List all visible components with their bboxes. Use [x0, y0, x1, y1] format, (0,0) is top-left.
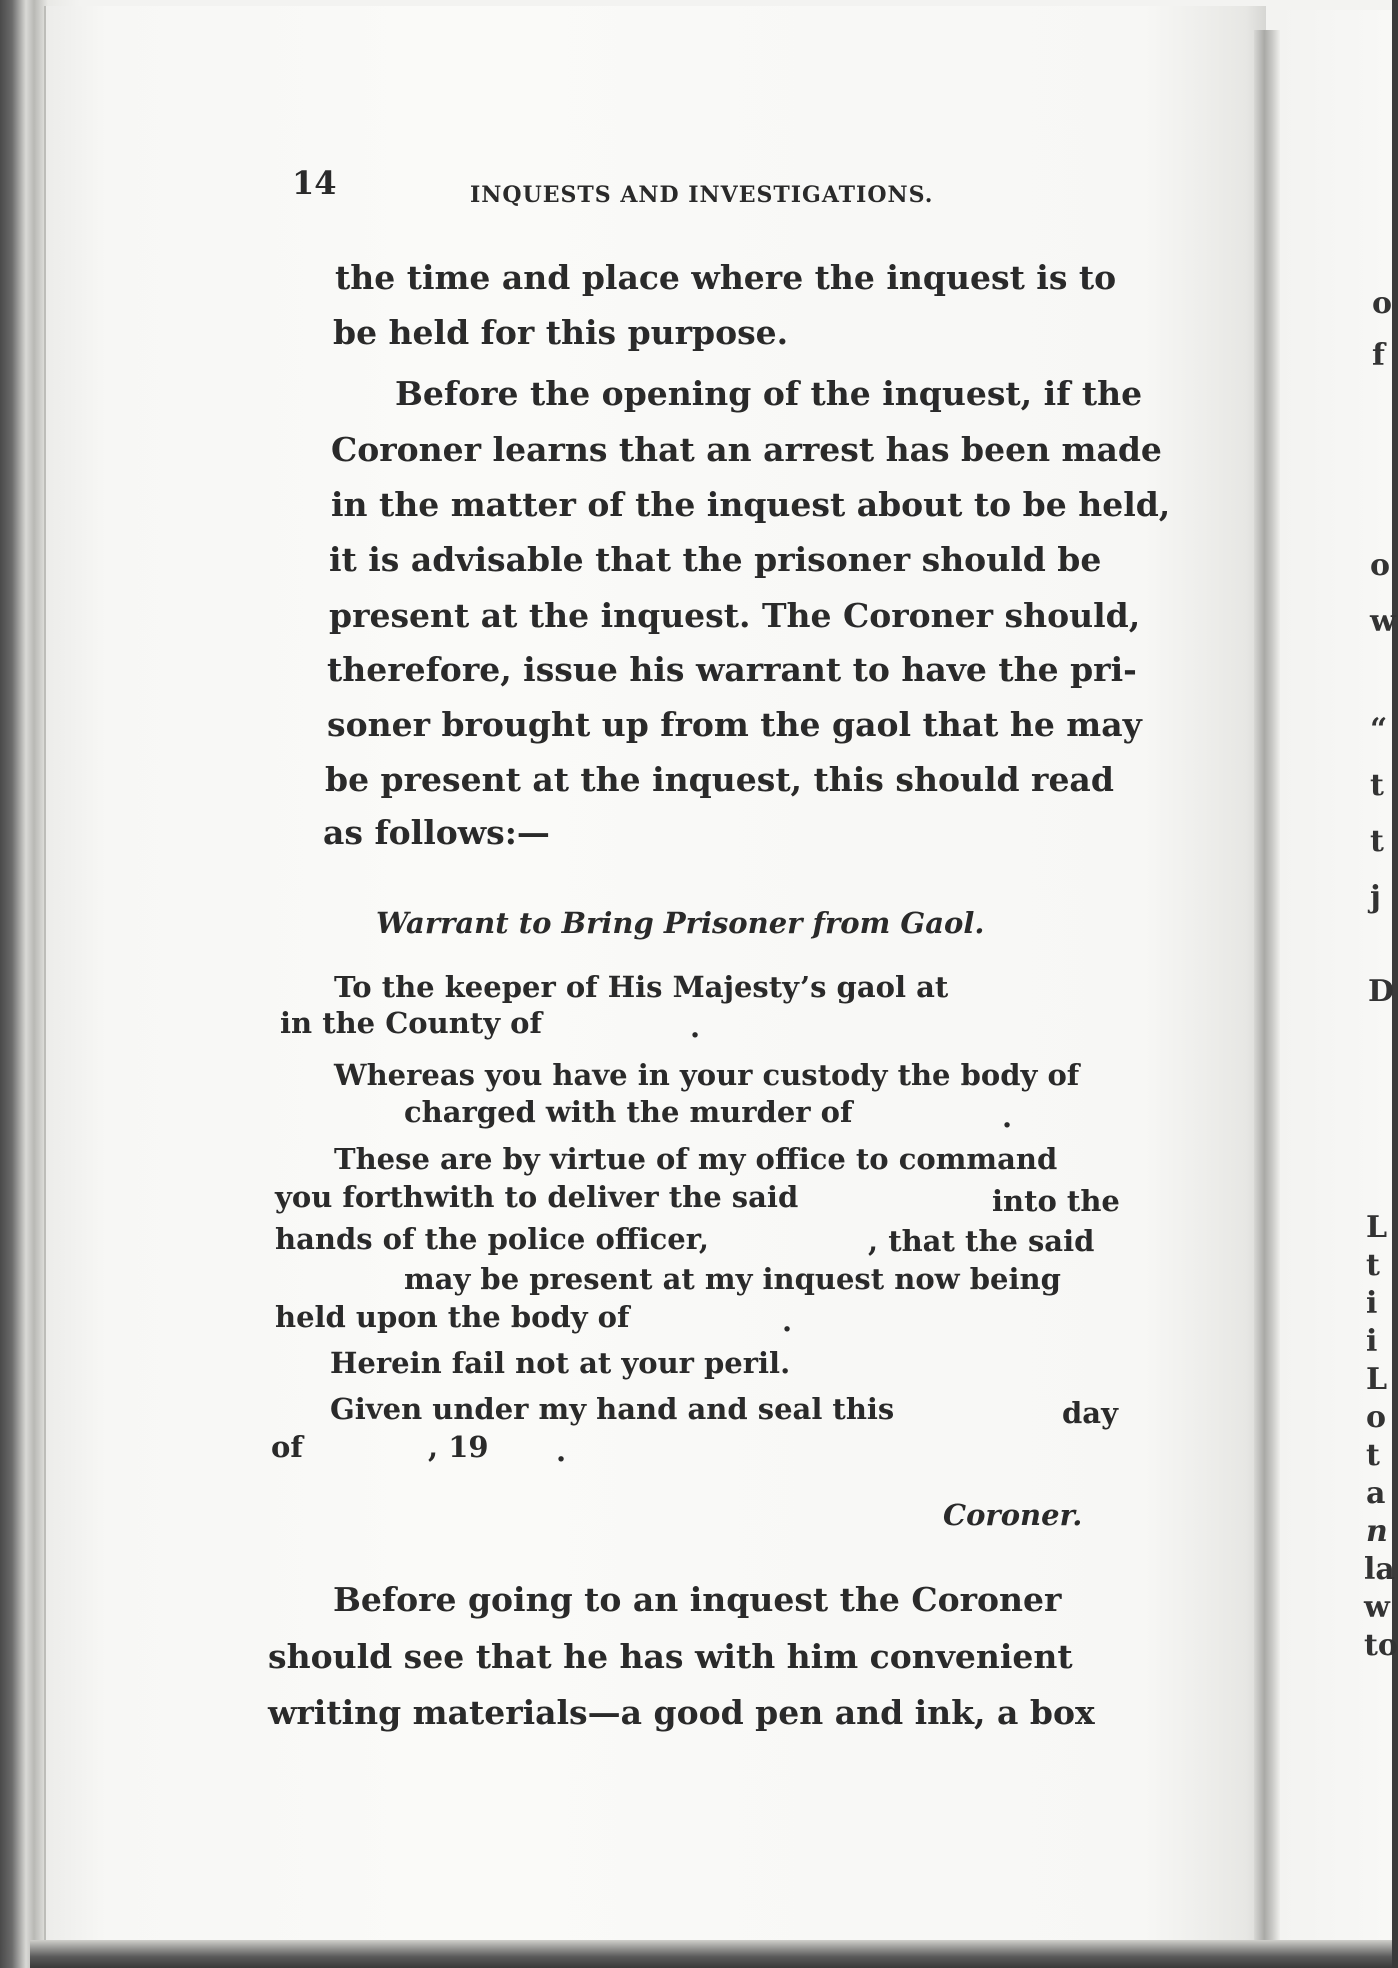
book-gutter — [1254, 30, 1280, 1950]
form-line: To the keeper of His Majesty’s gaol at — [334, 970, 949, 1004]
edge-fragment: la — [1364, 1552, 1395, 1587]
form-line: Given under my hand and seal this — [330, 1392, 895, 1426]
running-title: INQUESTS AND INVESTIGATIONS. — [470, 182, 934, 208]
edge-fragment: to — [1364, 1628, 1398, 1663]
body-line: it is advisable that the prisoner should be — [329, 540, 1102, 579]
body-line: should see that he has with him convenient — [268, 1637, 1073, 1676]
edge-fragment: i — [1366, 1286, 1378, 1321]
form-line: charged with the murder of — [404, 1095, 853, 1129]
form-line: Herein fail not at your peril. — [330, 1346, 791, 1380]
edge-fragment: t — [1370, 824, 1384, 859]
form-blank-mark: . — [690, 1010, 701, 1044]
form-blank-mark: . — [1002, 1100, 1013, 1134]
edge-fragment: “ — [1370, 712, 1388, 747]
edge-fragment: L — [1366, 1362, 1388, 1397]
edge-fragment: t — [1366, 1248, 1380, 1283]
page-number: 14 — [292, 164, 337, 202]
body-line: the time and place where the inquest is to — [335, 258, 1117, 297]
page-bottom-edge — [30, 1940, 1392, 1968]
edge-fragment: D — [1368, 974, 1395, 1009]
form-line: of — [271, 1430, 303, 1464]
edge-fragment: o — [1370, 548, 1391, 583]
form-blank-mark: . — [782, 1304, 793, 1338]
body-line: be present at the inquest, this should read — [325, 760, 1114, 799]
form-line: These are by virtue of my office to command — [334, 1142, 1058, 1176]
edge-fragment: a — [1366, 1476, 1386, 1511]
form-line: Whereas you have in your custody the body of — [334, 1058, 1080, 1092]
form-line: , 19 — [428, 1430, 489, 1464]
edge-fragment: n — [1366, 1514, 1388, 1549]
form-line: , that the said — [868, 1224, 1095, 1258]
edge-fragment: f — [1372, 338, 1385, 373]
form-line: held upon the body of — [275, 1300, 630, 1334]
edge-fragment: t — [1366, 1438, 1380, 1473]
form-title: Warrant to Bring Prisoner from Gaol. — [376, 906, 985, 940]
edge-fragment: o — [1366, 1400, 1387, 1435]
form-blank-mark: . — [556, 1434, 567, 1468]
edge-fragment: t — [1370, 768, 1384, 803]
edge-fragment: i — [1366, 1324, 1378, 1359]
edge-fragment: j — [1370, 880, 1381, 915]
form-line: into the — [992, 1184, 1120, 1218]
body-line: Before the opening of the inquest, if the — [395, 374, 1143, 413]
body-line: Coroner learns that an arrest has been made — [331, 430, 1162, 469]
edge-fragment: w — [1364, 1590, 1390, 1625]
form-line: may be present at my inquest now being — [404, 1262, 1061, 1296]
body-line: as follows:— — [323, 813, 550, 852]
body-line: writing materials—a good pen and ink, a box — [268, 1693, 1095, 1732]
body-line: therefore, issue his warrant to have the pri- — [327, 650, 1137, 689]
body-line: soner brought up from the gaol that he may — [327, 705, 1142, 744]
body-line: in the matter of the inquest about to be held, — [331, 485, 1171, 524]
coroner-signature: Coroner. — [943, 1498, 1083, 1532]
form-line: you forthwith to deliver the said — [275, 1180, 799, 1214]
edge-fragment: w — [1370, 604, 1396, 639]
body-line: Before going to an inquest the Coroner — [333, 1580, 1062, 1619]
form-line: hands of the police officer, — [275, 1222, 709, 1256]
body-line: be held for this purpose. — [333, 313, 789, 352]
edge-fragment: o — [1372, 286, 1393, 321]
form-line: day — [1062, 1396, 1118, 1430]
body-line: present at the inquest. The Coroner should, — [329, 596, 1141, 635]
form-line: in the County of — [280, 1006, 542, 1040]
edge-fragment: L — [1366, 1210, 1388, 1245]
